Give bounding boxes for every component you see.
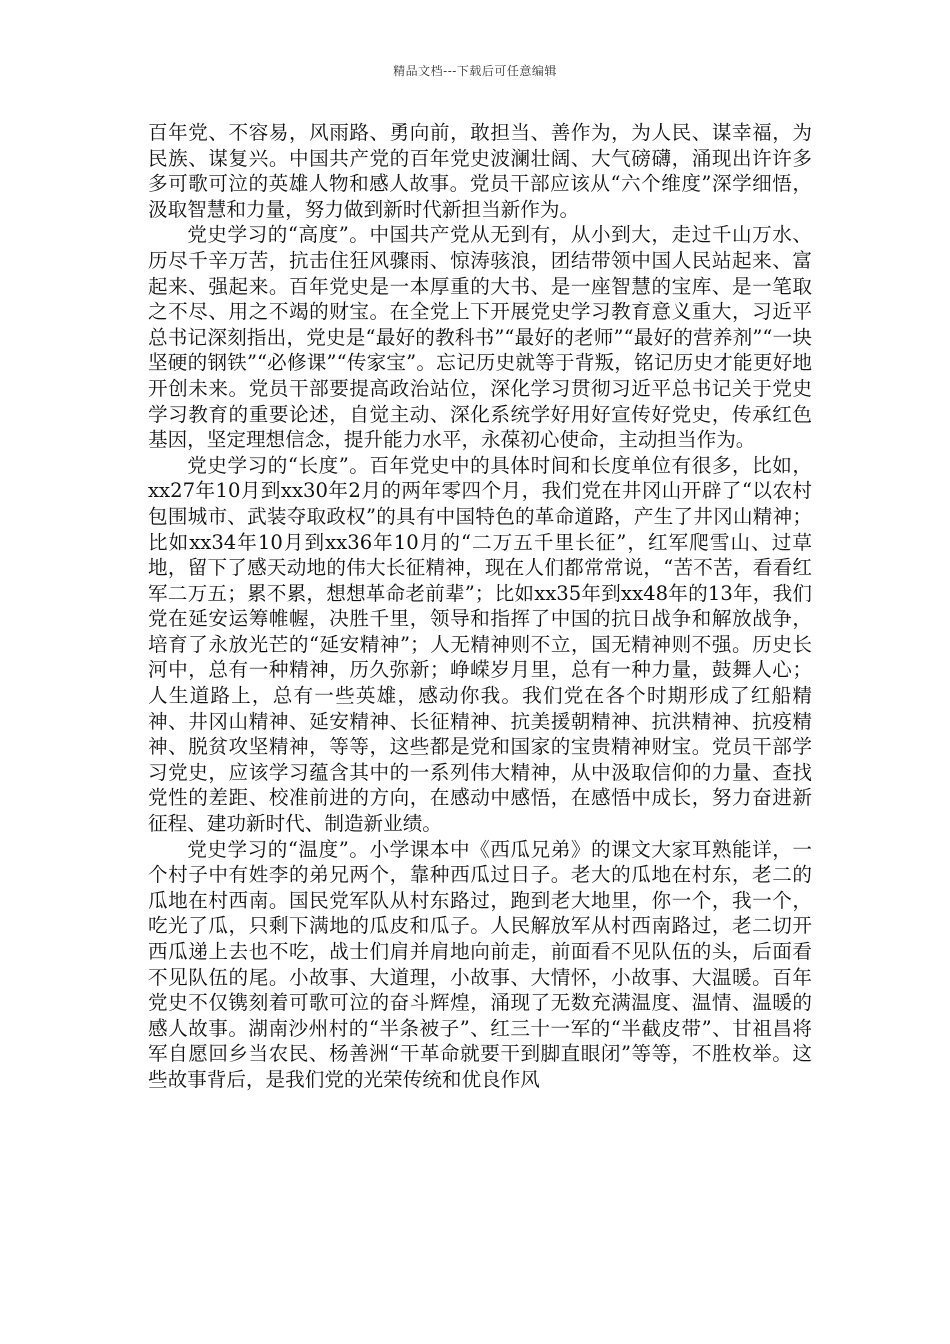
paragraph-warmth: 党史学习的“温度”。小学课本中《西瓜兄弟》的课文大家耳熟能详，一个村子中有姓李的弟兄两个，靠种西瓜过日子。老大的瓜地在村东，老二的瓜地在村西南。国民党军队从村东路过，跑到老大地里，你一个，我一个，吃光了瓜，只剩下满地的瓜皮和瓜子。人民解放军从村西南路过，老二切开西瓜递上去也不吃，战士们肩并肩地向前走，前面看不见队伍的头，后面看不见队伍的尾。小故事、大道理，小故事、大情怀，小故事、大温暖。百年党史不仅镌刻着可歌可泣的奋斗辉煌，涌现了无数充满温度、温情、温暖的感人故事。湖南沙州村的“半条被子”、红三十一军的“半截皮带”、甘祖昌将军自愿回乡当农民、杨善洲“干革命就要干到脚直眼闭”等等，不胜枚举。这些故事背后，是我们党的光荣传统和优良作风 — [148, 837, 812, 1091]
paragraph-height: 党史学习的“高度”。中国共产党从无到有，从小到大，走过千山万水、历尽千辛万苦，抗击住狂风骤雨、惊涛骇浪，团结带领中国人民站起来、富起来、强起来。百年党史是一本厚重的大书、是一座智慧的宝库、是一笔取之不尽、用之不竭的财宝。在全党上下开展党史学习教育意义重大，习近平总书记深刻指出，党史是“最好的教科书”“最好的老师”“最好的营养剂”“一块坚硬的钢铁”“必修课”“传家宝”。忘记历史就等于背叛，铭记历史才能更好地开创未来。党员干部要提高政治站位，深化学习贯彻习近平总书记关于党史学习教育的重要论述，自觉主动、深化系统学好用好宣传好党史，传承红色基因，坚定理想信念，提升能力水平，永葆初心使命，主动担当作为。 — [148, 223, 812, 452]
document-body — [148, 120, 812, 1093]
paragraph-intro: 百年党、不容易，风雨路、勇向前，敢担当、善作为，为人民、谋幸福，为民族、谋复兴。中国共产党的百年党史波澜壮阔、大气磅礴，涌现出许许多多可歌可泣的英雄人物和感人故事。党员干部应该从“六个维度”深学细悟，汲取智慧和力量，努力做到新时代新担当新作为。 — [148, 121, 812, 221]
header-note: 精品文档---下载后可任意编辑 — [393, 64, 557, 78]
paragraph-length: 党史学习的“长度”。百年党史中的具体时间和长度单位有很多，比如，xx27年10月到xx30年2月的两年零四个月，我们党在井冈山开辟了“以农村包围城市、武装夺取政权”的具有中国特色的革命道路，产生了井冈山精神；比如xx34年10月到xx36年10月的“二万五千里长征”，红军爬雪山、过草地，留下了感天动地的伟大长征精神，现在人们都常常说，“苦不苦，看看红军二万五；累不累，想想革命老前辈”；比如xx35年到xx48年的13年，我们党在延安运筹帷幄，决胜千里，领导和指挥了中国的抗日战争和解放战争，培育了永放光芒的“延安精神”；人无精神则不立，国无精神则不强。历史长河中，总有一种精神，历久弥新；峥嵘岁月里，总有一种力量，鼓舞人心；人生道路上，总有一些英雄，感动你我。我们党在各个时期形成了红船精神、井冈山精神、延安精神、长征精神、抗美援朝精神、抗洪精神、抗疫精神、脱贫攻坚精神，等等，这些都是党和国家的宝贵精神财宝。党员干部学习党史，应该学习蕴含其中的一系列伟大精神，从中汲取信仰的力量、查找党性的差距、校准前进的方向，在感动中感悟，在感悟中成长，努力奋进新征程、建功新时代、制造新业绩。 — [148, 453, 812, 836]
